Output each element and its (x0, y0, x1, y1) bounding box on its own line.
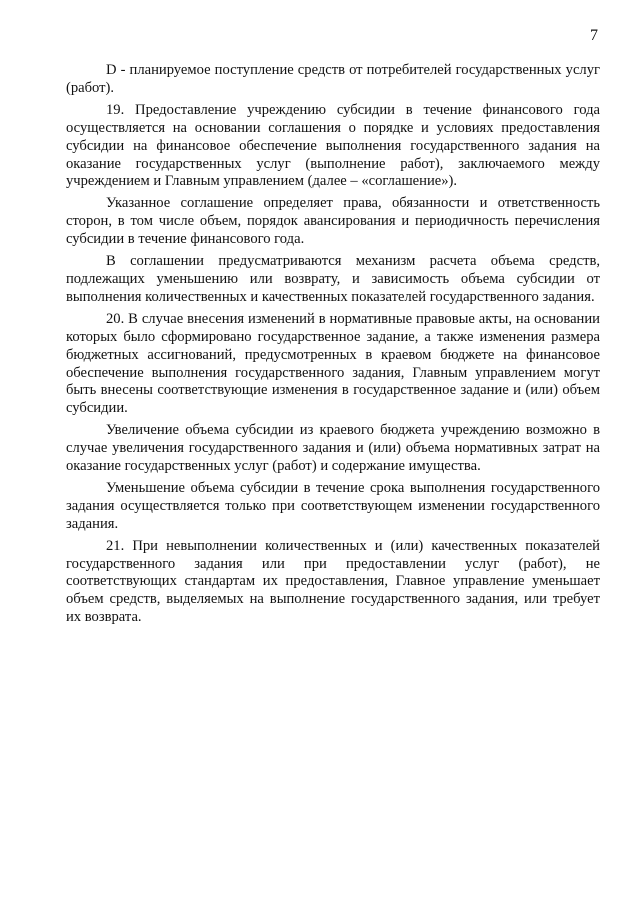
paragraph-d-definition: D - планируемое поступление средств от потребителей государственных услуг (работ). (66, 62, 600, 96)
paragraph-agreement-mechanism: В соглашении предусматриваются механизм расчета объема средств, подлежащих уменьшению или возврату, и зависимость объема субсидии от выполнения количественных и качественных показателей государственного задания. (66, 253, 600, 305)
paragraph-agreement-rights: Указанное соглашение определяет права, обязанности и ответственность сторон, в том числе объем, порядок авансирования и периодичность перечисления субсидии в течение финансового года. (66, 195, 600, 248)
paragraph-subsidy-increase: Увеличение объема субсидии из краевого бюджета учреждению возможно в случае увеличения государственного задания и (или) объема нормативных затрат на оказание государственных услуг (работ) и содержание имущества. (66, 422, 600, 475)
paragraph-subsidy-decrease: Уменьшение объема субсидии в течение срока выполнения государственного задания осуществляется только при соответствующем изменении государственного задания. (66, 479, 600, 532)
paragraph-21: 21. При невыполнении количественных и (или) качественных показателей государственного задания или при предоставлении услуг (работ), не соответствующих стандартам их предоставления, Главное управление уменьшает объем средств, выделяемых на выполнение государственного задания, или требует их возврата. (66, 537, 600, 626)
paragraph-19: 19. Предоставление учреждению субсидии в течение финансового года осуществляется на основании соглашения о порядке и условиях предоставления субсидии на финансовое обеспечение выполнения государственного задания на оказание государственных услуг (выполнение работ), заключаемого между учреждением и Главным управлением (далее – «соглашение»). (66, 101, 600, 190)
paragraph-20: 20. В случае внесения изменений в нормативные правовые акты, на основании которых было сформировано государственное задание, а также изменения размера бюджетных ассигнований, предусмотренных в краевом бюджете на финансовое обеспечение выполнения государственного задания, Главным управлением могут быть внесены соответствующие изменения в государственное задание и (или) объем субсидии. (66, 310, 600, 417)
document-body (66, 62, 600, 627)
page-number: 7 (590, 27, 598, 44)
